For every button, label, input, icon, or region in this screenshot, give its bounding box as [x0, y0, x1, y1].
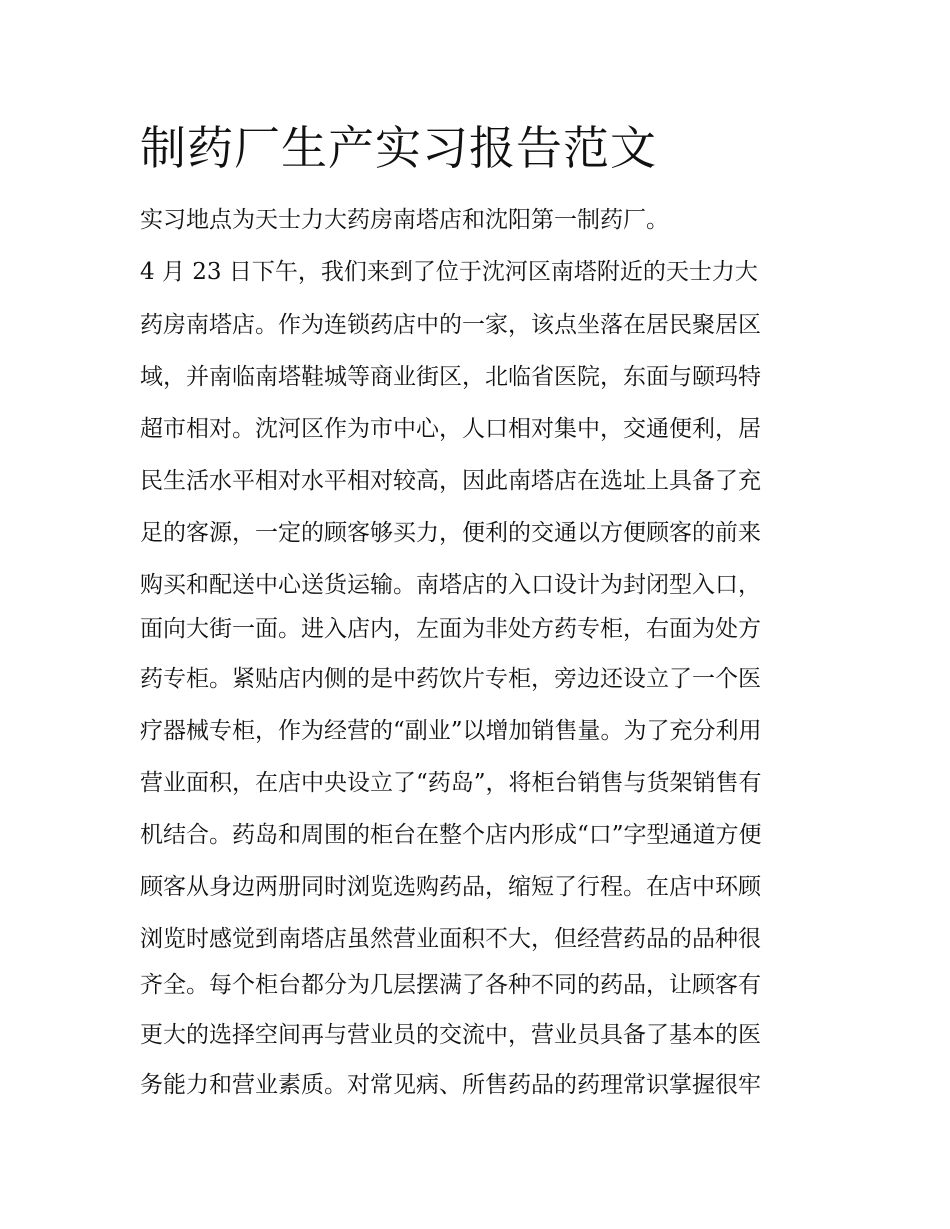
body-line: 域，并南临南塔鞋城等商业街区，北临省医院，东面与颐玛特	[140, 364, 761, 390]
body-line: 务能力和营业素质。对常见病、所售药品的药理常识掌握很牢	[140, 1072, 761, 1098]
body-line: 营业面积，在店中央设立了“药岛”，将柜台销售与货架销售有	[140, 770, 762, 796]
body-line: 面向大街一面。进入店内，左面为非处方药专柜，右面为处方	[140, 616, 761, 642]
body-line: 更大的选择空间再与营业员的交流中，营业员具备了基本的医	[140, 1022, 761, 1048]
body-line: 购买和配送中心送货运输。南塔店的入口设计为封闭型入口，	[140, 572, 761, 598]
body-line: 疗器械专柜，作为经营的“副业”以增加销售量。为了充分利用	[140, 718, 762, 744]
body-line: 浏览时感觉到南塔店虽然营业面积不大，但经营药品的品种很	[140, 926, 761, 952]
body-line: 足的客源，一定的顾客够买力，便利的交通以方便顾客的前来	[140, 520, 761, 546]
body-line: 机结合。药岛和周围的柜台在整个店内形成“口”字型通道方便	[140, 822, 762, 848]
intro-paragraph: 实习地点为天士力大药房南塔店和沈阳第一制药厂。	[140, 207, 669, 233]
body-line: 超市相对。沈河区作为市中心，人口相对集中，交通便利，居	[140, 416, 761, 442]
body-line: 药房南塔店。作为连锁药店中的一家，该点坐落在居民聚居区	[140, 312, 761, 338]
body-line: 药专柜。紧贴店内侧的是中药饮片专柜，旁边还设立了一个医	[140, 666, 761, 692]
body-line: 民生活水平相对水平相对较高，因此南塔店在选址上具备了充	[140, 468, 761, 494]
body-line: 4 月 23 日下午，我们来到了位于沈河区南塔附近的天士力大	[140, 259, 758, 285]
body-line: 顾客从身边两册同时浏览选购药品，缩短了行程。在店中环顾	[140, 874, 761, 900]
document-title: 制药厂生产实习报告范文	[140, 121, 657, 175]
body-line: 齐全。每个柜台都分为几层摆满了各种不同的药品，让顾客有	[140, 972, 761, 998]
